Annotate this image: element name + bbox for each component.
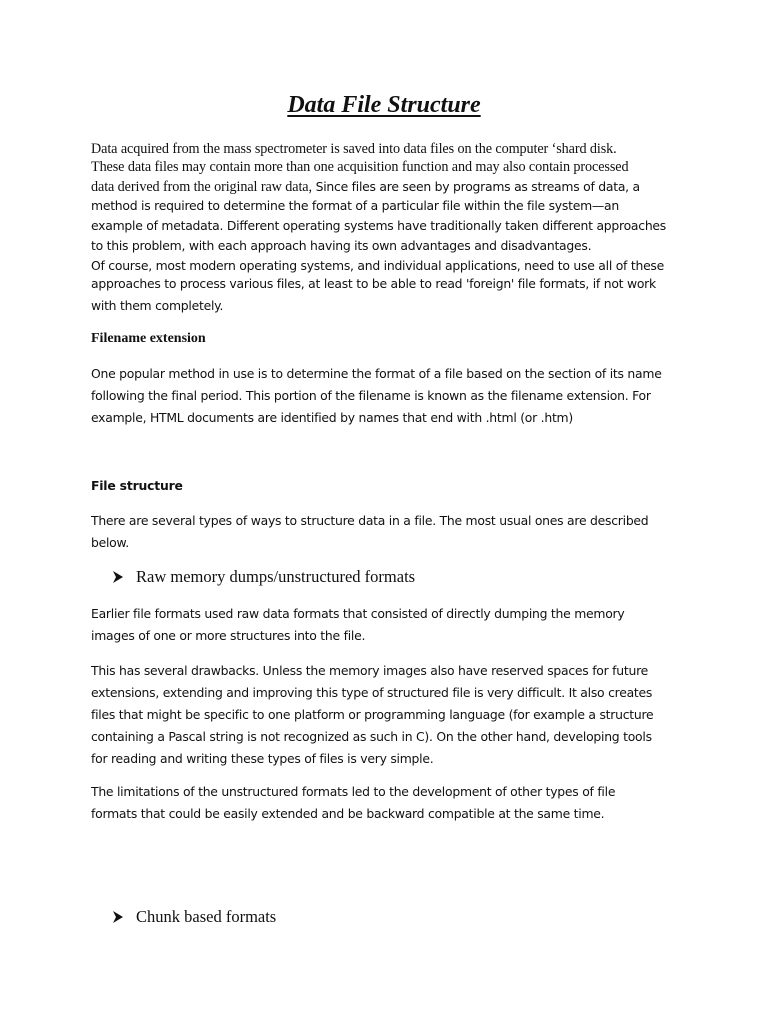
text-line: The limitations of the unstructured formats led to the development of other types of file — [91, 784, 616, 799]
text-line: formats that could be easily extended and be backward compatible at the same time. — [91, 806, 605, 821]
text-line: This has several drawbacks. Unless the memory images also have reserved spaces for future — [91, 663, 649, 678]
intro-paragraph-sans-b — [91, 273, 691, 317]
text-line-sans-part: Since files are seen by programs as streams of data, a — [311, 179, 640, 194]
intro-paragraph-sans-a — [91, 196, 691, 276]
text-line: Data acquired from the mass spectrometer is saved into data files on the computer ‘shard disk. — [91, 141, 617, 157]
text-line: containing a Pascal string is not recognized as such in C). On the other hand, developing tools — [91, 729, 652, 744]
text-line: files that might be specific to one platform or programming language (for example a structure — [91, 707, 654, 722]
text-line: with them completely. — [91, 298, 224, 313]
text-line: One popular method in use is to determine the format of a file based on the section of its name — [91, 366, 662, 381]
arrow-bullet-icon — [112, 910, 124, 924]
text-line-serif-part: data derived from the original raw data, — [91, 179, 312, 195]
file-structure-heading: File structure — [91, 478, 183, 493]
text-line: for reading and writing these types of files is very simple. — [91, 751, 434, 766]
text-line: There are several types of ways to structure data in a file. The most usual ones are described — [91, 513, 649, 528]
text-line: following the final period. This portion of the filename is known as the filename extension. For — [91, 388, 651, 403]
bullet-label: Raw memory dumps/unstructured formats — [136, 567, 416, 586]
filename-extension-paragraph — [91, 363, 691, 429]
text-line: to this problem, with each approach having its own advantages and disadvantages. — [91, 238, 592, 253]
text-line: images of one or more structures into the file. — [91, 628, 366, 643]
text-line: example of metadata. Different operating systems have traditionally taken different approaches — [91, 218, 667, 233]
bullet-raw-memory-dumps — [112, 567, 415, 587]
text-line: method is required to determine the format of a particular file within the file system—an — [91, 198, 619, 213]
text-line: Earlier file formats used raw data formats that consisted of directly dumping the memory — [91, 606, 625, 621]
filename-extension-heading: Filename extension — [91, 331, 206, 346]
text-line: below. — [91, 535, 129, 550]
bullet-chunk-based-formats — [112, 907, 276, 927]
bullet-label: Chunk based formats — [136, 907, 277, 926]
raw-formats-paragraph-1 — [91, 603, 691, 647]
text-line: Of course, most modern operating systems, and individual applications, need to use all of these — [91, 258, 665, 273]
intro-paragraph-mixed-line — [91, 176, 691, 198]
text-line: approaches to process various files, at least to be able to read 'foreign' file formats, if not work — [91, 276, 656, 291]
arrow-bullet-icon — [112, 570, 124, 584]
file-structure-paragraph — [91, 510, 691, 554]
text-line: example, HTML documents are identified by names that end with .html (or .htm) — [91, 410, 573, 425]
text-line: These data files may contain more than one acquisition function and may also contain processed — [91, 159, 629, 175]
document-title: Data File Structure — [287, 92, 481, 118]
intro-paragraph-serif — [91, 140, 691, 176]
raw-formats-paragraph-2 — [91, 660, 691, 770]
raw-formats-paragraph-3 — [91, 781, 691, 825]
text-line: extensions, extending and improving this type of structured file is very difficult. It also creates — [91, 685, 653, 700]
